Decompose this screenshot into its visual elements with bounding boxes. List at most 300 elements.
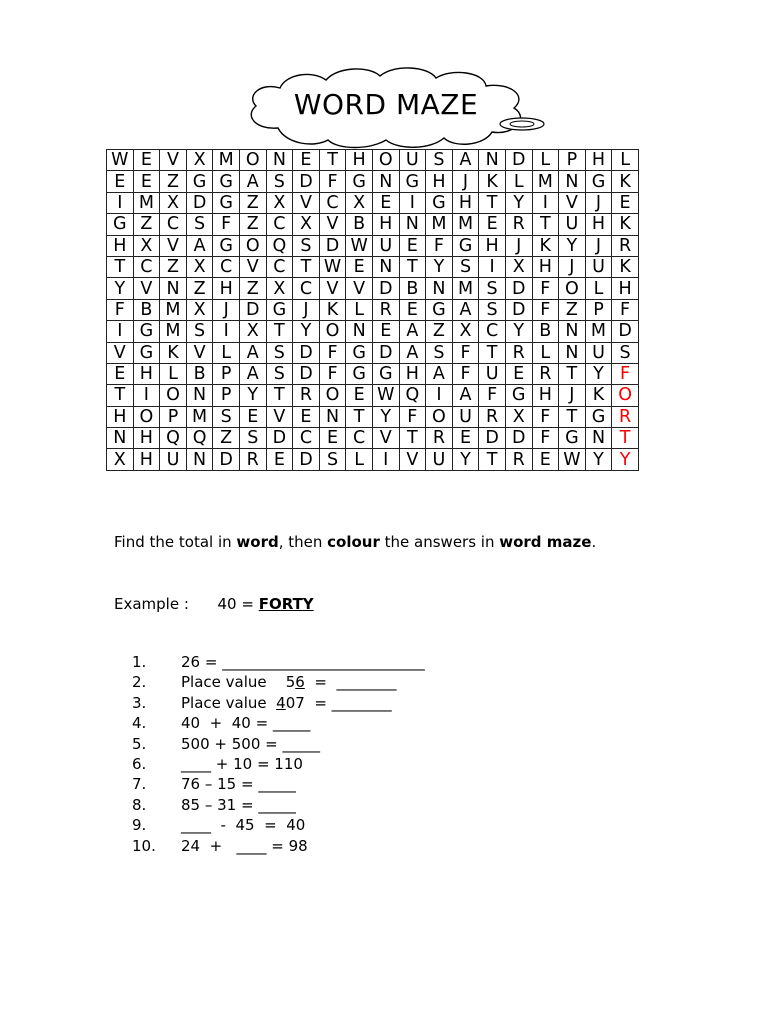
maze-cell[interactable]: G xyxy=(346,342,373,363)
maze-cell[interactable]: N xyxy=(186,385,213,406)
maze-cell[interactable]: H xyxy=(133,449,160,470)
maze-cell[interactable]: S xyxy=(266,363,293,384)
maze-cell[interactable]: N xyxy=(372,256,399,277)
maze-cell[interactable]: E xyxy=(346,385,373,406)
maze-cell[interactable]: X xyxy=(186,150,213,171)
maze-cell[interactable]: M xyxy=(532,171,559,192)
maze-cell[interactable]: F xyxy=(107,299,134,320)
maze-cell[interactable]: L xyxy=(532,342,559,363)
maze-cell[interactable]: H xyxy=(532,385,559,406)
maze-cell[interactable]: E xyxy=(532,449,559,470)
maze-cell[interactable]: L xyxy=(532,150,559,171)
maze-cell[interactable]: W xyxy=(346,235,373,256)
maze-cell[interactable]: F xyxy=(319,363,346,384)
maze-cell[interactable]: A xyxy=(239,171,266,192)
maze-cell[interactable]: V xyxy=(372,428,399,449)
maze-cell[interactable]: P xyxy=(213,363,240,384)
maze-cell[interactable]: V xyxy=(293,192,320,213)
maze-cell[interactable]: I xyxy=(213,321,240,342)
maze-cell[interactable]: Y xyxy=(585,449,612,470)
maze-cell[interactable]: C xyxy=(346,428,373,449)
maze-cell[interactable]: Z xyxy=(133,214,160,235)
maze-cell[interactable]: P xyxy=(585,299,612,320)
maze-cell[interactable]: E xyxy=(452,428,479,449)
maze-cell[interactable]: O xyxy=(319,385,346,406)
maze-cell[interactable]: H xyxy=(532,256,559,277)
maze-cell[interactable]: M xyxy=(585,321,612,342)
maze-cell[interactable]: G xyxy=(426,192,453,213)
maze-cell[interactable]: X xyxy=(160,192,187,213)
maze-cell[interactable]: M xyxy=(160,321,187,342)
maze-cell[interactable]: Z xyxy=(239,192,266,213)
maze-cell[interactable]: G xyxy=(585,406,612,427)
maze-cell[interactable]: F xyxy=(399,406,426,427)
maze-cell[interactable]: X xyxy=(293,214,320,235)
maze-cell[interactable]: T xyxy=(293,256,320,277)
maze-cell[interactable]: Y xyxy=(239,385,266,406)
maze-cell[interactable]: O xyxy=(426,406,453,427)
maze-cell[interactable]: W xyxy=(319,256,346,277)
maze-cell[interactable]: P xyxy=(213,385,240,406)
maze-cell[interactable]: W xyxy=(372,385,399,406)
maze-cell[interactable]: R xyxy=(505,214,532,235)
maze-cell[interactable]: G xyxy=(133,321,160,342)
maze-cell[interactable]: D xyxy=(293,363,320,384)
maze-cell[interactable]: T xyxy=(532,214,559,235)
maze-cell[interactable]: X xyxy=(346,192,373,213)
maze-cell[interactable]: E xyxy=(372,192,399,213)
maze-cell[interactable]: X xyxy=(239,321,266,342)
maze-cell[interactable]: D xyxy=(505,428,532,449)
maze-cell[interactable]: E xyxy=(266,449,293,470)
maze-cell[interactable]: T xyxy=(319,150,346,171)
maze-cell[interactable]: A xyxy=(239,342,266,363)
maze-cell[interactable]: H xyxy=(372,214,399,235)
maze-cell[interactable]: D xyxy=(612,321,639,342)
maze-cell[interactable]: M xyxy=(426,214,453,235)
maze-cell[interactable]: S xyxy=(266,342,293,363)
maze-cell[interactable]: U xyxy=(160,449,187,470)
maze-cell[interactable]: A xyxy=(452,385,479,406)
maze-cell[interactable]: N xyxy=(107,428,134,449)
maze-cell[interactable]: S xyxy=(319,449,346,470)
maze-cell[interactable]: Y xyxy=(585,363,612,384)
maze-cell[interactable]: O xyxy=(239,235,266,256)
maze-cell[interactable]: L xyxy=(160,363,187,384)
maze-cell[interactable]: K xyxy=(585,385,612,406)
maze-cell[interactable]: D xyxy=(293,342,320,363)
maze-cell[interactable]: S xyxy=(186,321,213,342)
maze-cell[interactable]: J xyxy=(559,385,586,406)
maze-cell[interactable]: X xyxy=(186,256,213,277)
maze-cell[interactable]: C xyxy=(293,428,320,449)
maze-cell[interactable]: H xyxy=(213,278,240,299)
maze-cell[interactable]: Y xyxy=(372,406,399,427)
maze-cell[interactable]: X xyxy=(266,278,293,299)
maze-cell[interactable]: K xyxy=(479,171,506,192)
maze-cell[interactable]: T xyxy=(346,406,373,427)
maze-cell[interactable]: X xyxy=(505,406,532,427)
maze-cell[interactable]: D xyxy=(505,150,532,171)
maze-cell[interactable]: E xyxy=(293,406,320,427)
maze-cell[interactable]: A xyxy=(452,150,479,171)
maze-cell[interactable]: H xyxy=(479,235,506,256)
maze-cell[interactable]: H xyxy=(612,278,639,299)
maze-cell[interactable]: J xyxy=(585,192,612,213)
maze-cell[interactable]: V xyxy=(399,449,426,470)
maze-cell[interactable]: I xyxy=(372,449,399,470)
maze-cell[interactable]: T xyxy=(559,363,586,384)
maze-cell[interactable]: X xyxy=(107,449,134,470)
maze-cell[interactable]: V xyxy=(559,192,586,213)
maze-cell[interactable]: G xyxy=(107,214,134,235)
maze-cell[interactable]: Y xyxy=(559,235,586,256)
maze-cell[interactable]: J xyxy=(505,235,532,256)
maze-cell[interactable]: U xyxy=(559,214,586,235)
maze-cell[interactable]: H xyxy=(585,150,612,171)
maze-cell[interactable]: A xyxy=(399,342,426,363)
maze-cell[interactable]: L xyxy=(505,171,532,192)
maze-cell[interactable]: Z xyxy=(239,214,266,235)
maze-cell[interactable]: M xyxy=(186,406,213,427)
maze-cell[interactable]: N xyxy=(346,321,373,342)
maze-cell[interactable]: Q xyxy=(266,235,293,256)
maze-cell[interactable]: U xyxy=(372,235,399,256)
maze-cell[interactable]: J xyxy=(293,299,320,320)
maze-cell[interactable]: O xyxy=(160,385,187,406)
maze-cell[interactable]: T xyxy=(479,449,506,470)
maze-cell[interactable]: E xyxy=(133,150,160,171)
maze-cell[interactable]: D xyxy=(505,278,532,299)
maze-cell[interactable]: E xyxy=(107,171,134,192)
maze-cell[interactable]: Y xyxy=(505,192,532,213)
maze-cell[interactable]: F xyxy=(612,363,639,384)
maze-cell[interactable]: B xyxy=(532,321,559,342)
maze-cell[interactable]: Z xyxy=(186,278,213,299)
maze-cell[interactable]: N xyxy=(559,321,586,342)
maze-cell[interactable]: T xyxy=(479,192,506,213)
maze-cell[interactable]: V xyxy=(266,406,293,427)
maze-cell[interactable]: F xyxy=(479,385,506,406)
maze-cell[interactable]: U xyxy=(479,363,506,384)
maze-cell[interactable]: G xyxy=(213,192,240,213)
maze-cell[interactable]: Z xyxy=(213,428,240,449)
maze-cell[interactable]: V xyxy=(107,342,134,363)
maze-cell[interactable]: M xyxy=(213,150,240,171)
maze-cell[interactable]: E xyxy=(479,214,506,235)
maze-cell[interactable]: C xyxy=(293,278,320,299)
maze-cell[interactable]: W xyxy=(559,449,586,470)
maze-cell[interactable]: B xyxy=(133,299,160,320)
maze-cell[interactable]: V xyxy=(319,278,346,299)
maze-cell[interactable]: E xyxy=(612,192,639,213)
maze-cell[interactable]: D xyxy=(372,342,399,363)
maze-cell[interactable]: C xyxy=(160,214,187,235)
maze-cell[interactable]: R xyxy=(479,406,506,427)
maze-cell[interactable]: F xyxy=(426,235,453,256)
maze-cell[interactable]: R xyxy=(505,342,532,363)
maze-cell[interactable]: V xyxy=(133,278,160,299)
maze-cell[interactable]: E xyxy=(293,150,320,171)
maze-cell[interactable]: E xyxy=(239,406,266,427)
maze-cell[interactable]: O xyxy=(559,278,586,299)
maze-cell[interactable]: D xyxy=(293,171,320,192)
maze-cell[interactable]: B xyxy=(346,214,373,235)
maze-cell[interactable]: R xyxy=(293,385,320,406)
maze-cell[interactable]: I xyxy=(479,256,506,277)
maze-cell[interactable]: S xyxy=(213,406,240,427)
maze-cell[interactable]: T xyxy=(479,342,506,363)
maze-cell[interactable]: K xyxy=(612,256,639,277)
maze-cell[interactable]: O xyxy=(612,385,639,406)
maze-cell[interactable]: H xyxy=(399,363,426,384)
maze-cell[interactable]: K xyxy=(532,235,559,256)
maze-cell[interactable]: D xyxy=(266,428,293,449)
maze-cell[interactable]: F xyxy=(532,299,559,320)
maze-cell[interactable]: Z xyxy=(239,278,266,299)
maze-cell[interactable]: K xyxy=(612,214,639,235)
maze-cell[interactable]: F xyxy=(319,171,346,192)
maze-cell[interactable]: E xyxy=(505,363,532,384)
maze-cell[interactable]: W xyxy=(107,150,134,171)
maze-cell[interactable]: O xyxy=(239,150,266,171)
maze-cell[interactable]: T xyxy=(399,428,426,449)
maze-cell[interactable]: L xyxy=(213,342,240,363)
maze-cell[interactable]: M xyxy=(452,278,479,299)
maze-cell[interactable]: L xyxy=(346,449,373,470)
maze-cell[interactable]: S xyxy=(426,150,453,171)
maze-cell[interactable]: S xyxy=(452,256,479,277)
maze-cell[interactable]: H xyxy=(452,192,479,213)
maze-cell[interactable]: G xyxy=(505,385,532,406)
maze-cell[interactable]: J xyxy=(559,256,586,277)
maze-cell[interactable]: C xyxy=(266,214,293,235)
maze-cell[interactable]: G xyxy=(426,299,453,320)
maze-cell[interactable]: G xyxy=(452,235,479,256)
maze-cell[interactable]: R xyxy=(372,299,399,320)
maze-cell[interactable]: A xyxy=(239,363,266,384)
maze-cell[interactable]: M xyxy=(133,192,160,213)
maze-cell[interactable]: R xyxy=(612,235,639,256)
maze-cell[interactable]: E xyxy=(319,428,346,449)
maze-cell[interactable]: J xyxy=(213,299,240,320)
maze-cell[interactable]: D xyxy=(213,449,240,470)
maze-cell[interactable]: Y xyxy=(612,449,639,470)
maze-cell[interactable]: Y xyxy=(293,321,320,342)
maze-cell[interactable]: T xyxy=(107,256,134,277)
maze-cell[interactable]: R xyxy=(612,406,639,427)
maze-cell[interactable]: G xyxy=(186,171,213,192)
maze-cell[interactable]: P xyxy=(559,150,586,171)
maze-cell[interactable]: U xyxy=(426,449,453,470)
maze-cell[interactable]: Y xyxy=(107,278,134,299)
maze-cell[interactable]: F xyxy=(452,342,479,363)
maze-cell[interactable]: H xyxy=(133,363,160,384)
maze-cell[interactable]: C xyxy=(213,256,240,277)
maze-cell[interactable]: E xyxy=(372,321,399,342)
maze-cell[interactable]: F xyxy=(319,342,346,363)
maze-cell[interactable]: P xyxy=(160,406,187,427)
maze-cell[interactable]: S xyxy=(426,342,453,363)
maze-cell[interactable]: F xyxy=(612,299,639,320)
maze-cell[interactable]: M xyxy=(160,299,187,320)
maze-cell[interactable]: V xyxy=(160,235,187,256)
maze-cell[interactable]: N xyxy=(559,171,586,192)
maze-cell[interactable]: U xyxy=(452,406,479,427)
maze-cell[interactable]: F xyxy=(452,363,479,384)
maze-cell[interactable]: V xyxy=(346,278,373,299)
maze-cell[interactable]: B xyxy=(399,278,426,299)
maze-cell[interactable]: C xyxy=(319,192,346,213)
maze-cell[interactable]: I xyxy=(532,192,559,213)
maze-cell[interactable]: Z xyxy=(160,171,187,192)
maze-cell[interactable]: L xyxy=(585,278,612,299)
maze-cell[interactable]: C xyxy=(266,256,293,277)
maze-cell[interactable]: S xyxy=(293,235,320,256)
maze-cell[interactable]: T xyxy=(559,406,586,427)
maze-cell[interactable]: V xyxy=(319,214,346,235)
maze-cell[interactable]: K xyxy=(319,299,346,320)
maze-cell[interactable]: U xyxy=(585,342,612,363)
maze-cell[interactable]: G xyxy=(133,342,160,363)
maze-cell[interactable]: G xyxy=(346,171,373,192)
maze-cell[interactable]: X xyxy=(505,256,532,277)
maze-cell[interactable]: Z xyxy=(160,256,187,277)
maze-cell[interactable]: A xyxy=(399,321,426,342)
maze-cell[interactable]: N xyxy=(160,278,187,299)
maze-cell[interactable]: I xyxy=(133,385,160,406)
maze-cell[interactable]: F xyxy=(532,406,559,427)
maze-cell[interactable]: G xyxy=(266,299,293,320)
maze-cell[interactable]: T xyxy=(612,428,639,449)
maze-cell[interactable]: F xyxy=(532,278,559,299)
maze-cell[interactable]: G xyxy=(585,171,612,192)
maze-cell[interactable]: A xyxy=(452,299,479,320)
maze-cell[interactable]: X xyxy=(186,299,213,320)
maze-cell[interactable]: H xyxy=(133,428,160,449)
maze-cell[interactable]: D xyxy=(319,235,346,256)
maze-cell[interactable]: V xyxy=(186,342,213,363)
maze-cell[interactable]: X xyxy=(266,192,293,213)
maze-cell[interactable]: N xyxy=(266,150,293,171)
maze-cell[interactable]: V xyxy=(160,150,187,171)
maze-cell[interactable]: I xyxy=(107,321,134,342)
maze-cell[interactable]: S xyxy=(479,299,506,320)
maze-cell[interactable]: J xyxy=(452,171,479,192)
maze-cell[interactable]: D xyxy=(479,428,506,449)
maze-cell[interactable]: N xyxy=(559,342,586,363)
maze-cell[interactable]: E xyxy=(399,299,426,320)
maze-cell[interactable]: S xyxy=(612,342,639,363)
maze-cell[interactable]: R xyxy=(532,363,559,384)
maze-cell[interactable]: N xyxy=(372,171,399,192)
maze-cell[interactable]: H xyxy=(426,171,453,192)
maze-cell[interactable]: A xyxy=(426,363,453,384)
maze-cell[interactable]: N xyxy=(426,278,453,299)
maze-cell[interactable]: A xyxy=(186,235,213,256)
maze-cell[interactable]: M xyxy=(452,214,479,235)
maze-cell[interactable]: U xyxy=(585,256,612,277)
maze-cell[interactable]: L xyxy=(612,150,639,171)
maze-cell[interactable]: D xyxy=(186,192,213,213)
maze-cell[interactable]: I xyxy=(399,192,426,213)
maze-cell[interactable]: S xyxy=(239,428,266,449)
maze-cell[interactable]: D xyxy=(505,299,532,320)
maze-cell[interactable]: D xyxy=(239,299,266,320)
maze-cell[interactable]: E xyxy=(399,235,426,256)
maze-cell[interactable]: X xyxy=(133,235,160,256)
maze-cell[interactable]: K xyxy=(160,342,187,363)
maze-cell[interactable]: H xyxy=(107,235,134,256)
maze-cell[interactable]: R xyxy=(239,449,266,470)
maze-cell[interactable]: S xyxy=(266,171,293,192)
maze-cell[interactable]: Z xyxy=(559,299,586,320)
maze-cell[interactable]: X xyxy=(452,321,479,342)
maze-cell[interactable]: H xyxy=(585,214,612,235)
maze-cell[interactable]: G xyxy=(346,363,373,384)
maze-cell[interactable]: O xyxy=(372,150,399,171)
maze-cell[interactable]: G xyxy=(559,428,586,449)
maze-cell[interactable]: D xyxy=(372,278,399,299)
maze-cell[interactable]: F xyxy=(213,214,240,235)
maze-cell[interactable]: T xyxy=(399,256,426,277)
maze-cell[interactable]: R xyxy=(426,428,453,449)
maze-cell[interactable]: C xyxy=(133,256,160,277)
maze-cell[interactable]: S xyxy=(479,278,506,299)
maze-cell[interactable]: G xyxy=(372,363,399,384)
maze-cell[interactable]: H xyxy=(346,150,373,171)
maze-cell[interactable]: B xyxy=(186,363,213,384)
maze-cell[interactable]: I xyxy=(107,192,134,213)
maze-cell[interactable]: G xyxy=(213,235,240,256)
maze-cell[interactable]: I xyxy=(426,385,453,406)
maze-cell[interactable]: T xyxy=(107,385,134,406)
maze-cell[interactable]: Q xyxy=(160,428,187,449)
maze-cell[interactable]: N xyxy=(479,150,506,171)
maze-cell[interactable]: T xyxy=(266,321,293,342)
maze-cell[interactable]: O xyxy=(133,406,160,427)
maze-cell[interactable]: F xyxy=(532,428,559,449)
maze-cell[interactable]: D xyxy=(293,449,320,470)
maze-cell[interactable]: O xyxy=(319,321,346,342)
maze-cell[interactable]: Y xyxy=(452,449,479,470)
maze-cell[interactable]: R xyxy=(505,449,532,470)
maze-cell[interactable]: G xyxy=(399,171,426,192)
maze-cell[interactable]: H xyxy=(107,406,134,427)
maze-cell[interactable]: N xyxy=(399,214,426,235)
maze-cell[interactable]: Y xyxy=(505,321,532,342)
maze-cell[interactable]: N xyxy=(186,449,213,470)
maze-cell[interactable]: G xyxy=(213,171,240,192)
maze-cell[interactable]: L xyxy=(346,299,373,320)
maze-cell[interactable]: E xyxy=(133,171,160,192)
maze-cell[interactable]: U xyxy=(399,150,426,171)
maze-cell[interactable]: Q xyxy=(186,428,213,449)
maze-cell[interactable]: N xyxy=(585,428,612,449)
maze-cell[interactable]: Z xyxy=(426,321,453,342)
maze-cell[interactable]: J xyxy=(585,235,612,256)
maze-cell[interactable]: V xyxy=(239,256,266,277)
maze-cell[interactable]: N xyxy=(319,406,346,427)
maze-cell[interactable]: S xyxy=(186,214,213,235)
maze-cell[interactable]: Q xyxy=(399,385,426,406)
maze-cell[interactable]: T xyxy=(266,385,293,406)
maze-cell[interactable]: E xyxy=(107,363,134,384)
maze-cell[interactable]: C xyxy=(479,321,506,342)
maze-cell[interactable]: K xyxy=(612,171,639,192)
maze-cell[interactable]: E xyxy=(346,256,373,277)
maze-cell[interactable]: Y xyxy=(426,256,453,277)
